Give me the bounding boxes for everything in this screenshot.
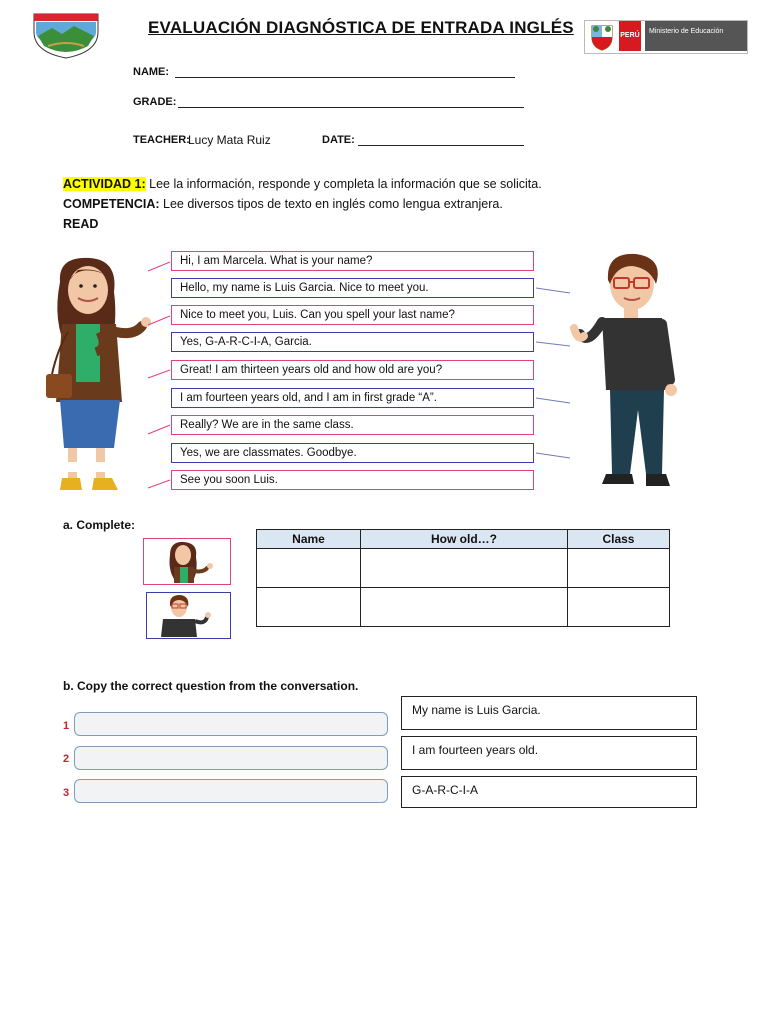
grade-label: GRADE: (133, 96, 177, 108)
teacher-name: Lucy Mata Ruiz (188, 133, 271, 147)
table-cell[interactable] (567, 549, 669, 588)
dialogue-line-6: I am fourteen years old, and I am in first grade “A”. (171, 388, 534, 408)
dialogue-line-2: Hello, my name is Luis Garcia. Nice to meet you. (171, 278, 534, 298)
table-cell[interactable] (361, 549, 568, 588)
dialogue-line-8: Yes, we are classmates. Goodbye. (171, 443, 534, 463)
table-row (257, 588, 670, 627)
page-title: EVALUACIÓN DIAGNÓSTICA DE ENTRADA INGLÉS (148, 18, 574, 37)
complete-table (256, 529, 670, 627)
activity-text: Lee la información, responde y completa la información que se solicita. (145, 177, 542, 191)
dialogue-line-9: See you soon Luis. (171, 470, 534, 490)
question-input-2[interactable] (74, 746, 388, 770)
table-cell[interactable] (257, 549, 361, 588)
table-row (257, 549, 670, 588)
competencia-label: COMPETENCIA: (63, 197, 160, 211)
name-label: NAME: (133, 66, 170, 78)
dialogue-line-1: Hi, I am Marcela. What is your name? (171, 251, 534, 271)
ministry-label: Ministerio de Educación (645, 21, 747, 51)
table-cell[interactable] (361, 588, 568, 627)
girl-thumbnail (143, 538, 231, 585)
question-input-1[interactable] (74, 712, 388, 736)
date-label: DATE: (322, 134, 355, 146)
competencia-text: Lee diversos tipos de texto en inglés como lengua extranjera. (159, 197, 503, 211)
question-input-3[interactable] (74, 779, 388, 803)
teacher-label: TEACHER: (133, 134, 190, 146)
question-number-3: 3 (63, 787, 70, 799)
answer-box-3: G-A-R-C-I-A (401, 776, 697, 808)
answer-box-2: I am fourteen years old. (401, 736, 697, 770)
dialogue-line-7: Really? We are in the same class. (171, 415, 534, 435)
answer-box-1: My name is Luis Garcia. (401, 696, 697, 730)
read-label: READ (63, 217, 99, 231)
part-b-label: b. Copy the correct question from the conversation. (63, 679, 359, 693)
activity-label: ACTIVIDAD 1: (63, 177, 146, 191)
table-cell[interactable] (567, 588, 669, 627)
question-number-2: 2 (63, 753, 70, 765)
column-header-name: Name (257, 530, 361, 549)
dialogue-line-4: Yes, G-A-R-C-I-A, Garcia. (171, 332, 534, 352)
dialogue-line-3: Nice to meet you, Luis. Can you spell your last name? (171, 305, 534, 325)
table-cell[interactable] (257, 588, 361, 627)
question-number-1: 1 (63, 720, 70, 732)
dialogue-line-5: Great! I am thirteen years old and how old are you? (171, 360, 534, 380)
country-label: PERÚ (619, 21, 641, 51)
part-a-label: a. Complete: (63, 518, 136, 532)
boy-thumbnail (146, 592, 231, 639)
column-header-class: Class (567, 530, 669, 549)
column-header-age: How old…? (361, 530, 568, 549)
